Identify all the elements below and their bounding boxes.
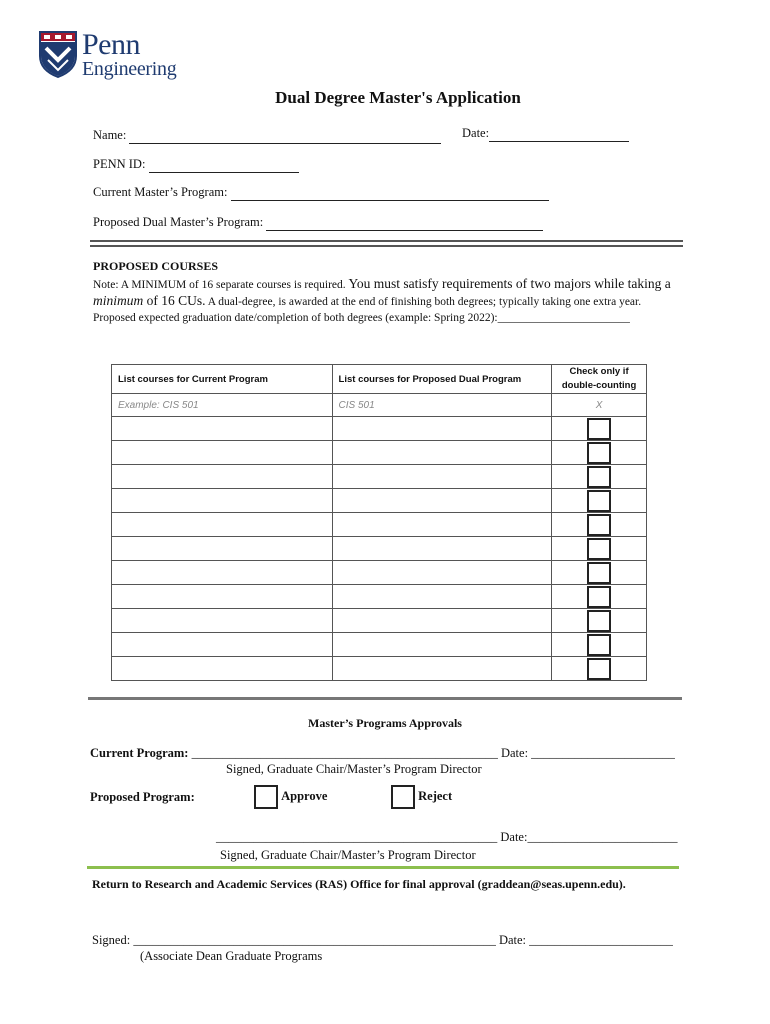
proposed-course-cell[interactable]	[332, 417, 552, 441]
final-date-line[interactable]: _______________________	[529, 933, 673, 947]
double-count-checkbox[interactable]	[587, 514, 611, 536]
page-title: Dual Degree Master's Application	[275, 88, 521, 107]
final-signed-label: Signed:	[92, 933, 131, 947]
proposed-course-cell[interactable]	[332, 441, 552, 465]
table-row	[112, 441, 647, 465]
current-course-cell[interactable]	[112, 561, 333, 585]
name-input[interactable]	[129, 128, 441, 144]
proposed-course-cell[interactable]	[332, 513, 552, 537]
final-signature-line[interactable]: __________________________________________________________	[133, 933, 496, 947]
proposed-course-cell[interactable]	[332, 633, 552, 657]
reject-checkbox[interactable]	[391, 785, 415, 809]
example-row	[112, 394, 647, 417]
shield-icon	[38, 30, 78, 78]
table-row	[112, 561, 647, 585]
proposed-courses-note	[93, 276, 688, 326]
double-count-checkbox[interactable]	[587, 610, 611, 632]
note-text-3: of 16 CUs.	[143, 293, 206, 308]
double-count-checkbox[interactable]	[587, 538, 611, 560]
note-emphasis: minimum	[93, 293, 144, 308]
current-course-cell[interactable]	[112, 465, 333, 489]
double-count-checkbox[interactable]	[587, 658, 611, 680]
table-row	[112, 513, 647, 537]
current-program-approval-label: Current Program:	[90, 746, 189, 760]
current-course-cell[interactable]	[112, 513, 333, 537]
approvals-title: Master’s Programs Approvals	[308, 716, 462, 730]
proposed-courses-heading: PROPOSED COURSES	[93, 259, 219, 273]
double-count-checkbox[interactable]	[587, 490, 611, 512]
note-text-2: You must satisfy requirements of two majors while taking a	[345, 276, 671, 291]
graduation-date-text: Proposed expected graduation date/completion of both degrees (example: Spring 2022):_______________________	[93, 312, 630, 324]
proposed-course-cell[interactable]	[332, 489, 552, 513]
proposed-course-cell[interactable]	[332, 609, 552, 633]
double-count-checkbox[interactable]	[587, 634, 611, 656]
signature-caption-2: Signed, Graduate Chair/Master’s Program Director	[220, 848, 476, 862]
proposed-course-cell[interactable]	[332, 465, 552, 489]
current-program-input[interactable]	[231, 185, 549, 201]
current-program-approval	[90, 746, 675, 761]
header-proposed-program: List courses for Proposed Dual Program	[332, 365, 552, 394]
name-label: Name:	[93, 128, 127, 142]
double-count-checkbox[interactable]	[587, 466, 611, 488]
table-row	[112, 657, 647, 681]
final-date-label: Date:	[498, 933, 527, 947]
date-label: Date:	[462, 126, 490, 140]
proposed-program-field	[93, 215, 543, 231]
proposed-program-date[interactable]: Date:________________________	[500, 830, 678, 844]
header-current-program: List courses for Current Program	[112, 365, 333, 394]
note-text-1: Note: A MINIMUM of 16 separate courses is required.	[93, 279, 346, 291]
logo-penn-text: Penn	[82, 28, 140, 61]
table-row	[112, 609, 647, 633]
double-count-checkbox[interactable]	[587, 442, 611, 464]
divider	[90, 240, 683, 242]
proposed-program-approval-label: Proposed Program:	[90, 790, 195, 804]
double-count-checkbox[interactable]	[587, 586, 611, 608]
note-text-4: A dual-degree, is awarded at the end of finishing both degrees; typically taking one extra year.	[205, 296, 642, 308]
reject-option[interactable]	[391, 785, 452, 809]
divider	[90, 245, 683, 247]
proposed-course-cell[interactable]	[332, 561, 552, 585]
pennid-field	[93, 157, 299, 173]
table-row	[112, 417, 647, 441]
signature-caption-1: Signed, Graduate Chair/Master’s Program Director	[226, 762, 482, 776]
example-current-course: Example: CIS 501	[112, 394, 333, 417]
logo-engineering-text: Engineering	[82, 58, 177, 80]
pennid-label: PENN ID:	[93, 157, 146, 171]
green-divider	[87, 866, 679, 869]
current-program-date-line[interactable]: _______________________	[531, 746, 675, 760]
current-course-cell[interactable]	[112, 633, 333, 657]
current-program-signature-line[interactable]: _________________________________________________	[191, 746, 498, 760]
current-course-cell[interactable]	[112, 609, 333, 633]
current-course-cell[interactable]	[112, 585, 333, 609]
current-course-cell[interactable]	[112, 489, 333, 513]
final-signature	[92, 933, 673, 948]
date-field	[462, 126, 629, 142]
table-row	[112, 633, 647, 657]
approve-checkbox[interactable]	[254, 785, 278, 809]
table-row	[112, 489, 647, 513]
name-field	[93, 128, 441, 144]
courses-table	[111, 364, 647, 681]
table-row	[112, 585, 647, 609]
proposed-program-signature	[216, 830, 677, 845]
reject-label: Reject	[418, 788, 453, 803]
current-course-cell[interactable]	[112, 417, 333, 441]
approve-label: Approve	[281, 788, 328, 803]
proposed-course-cell[interactable]	[332, 585, 552, 609]
double-count-checkbox[interactable]	[587, 562, 611, 584]
approve-option[interactable]	[254, 785, 327, 809]
proposed-course-cell[interactable]	[332, 537, 552, 561]
proposed-program-label: Proposed Dual Master’s Program:	[93, 215, 264, 229]
pennid-input[interactable]	[149, 157, 299, 173]
date-input[interactable]	[489, 126, 629, 142]
proposed-course-cell[interactable]	[332, 657, 552, 681]
proposed-program-input[interactable]	[266, 215, 543, 231]
table-row	[112, 465, 647, 489]
current-course-cell[interactable]	[112, 657, 333, 681]
table-header-row	[112, 365, 647, 394]
current-course-cell[interactable]	[112, 441, 333, 465]
header-double-counting: Check only if double-counting	[552, 365, 647, 394]
divider	[88, 697, 682, 700]
current-course-cell[interactable]	[112, 537, 333, 561]
example-check-mark: X	[552, 394, 647, 417]
return-instructions: Return to Research and Academic Services (RAS) Office for final approval (graddean@seas.upenn.edu).	[92, 877, 626, 891]
example-proposed-course: CIS 501	[332, 394, 552, 417]
proposed-program-signature-line[interactable]: _____________________________________________	[216, 830, 498, 844]
double-count-checkbox[interactable]	[587, 418, 611, 440]
current-program-label: Current Master’s Program:	[93, 185, 228, 199]
current-program-field	[93, 185, 549, 201]
current-program-date-label: Date:	[500, 746, 529, 760]
final-caption: (Associate Dean Graduate Programs	[140, 949, 323, 963]
table-row	[112, 537, 647, 561]
